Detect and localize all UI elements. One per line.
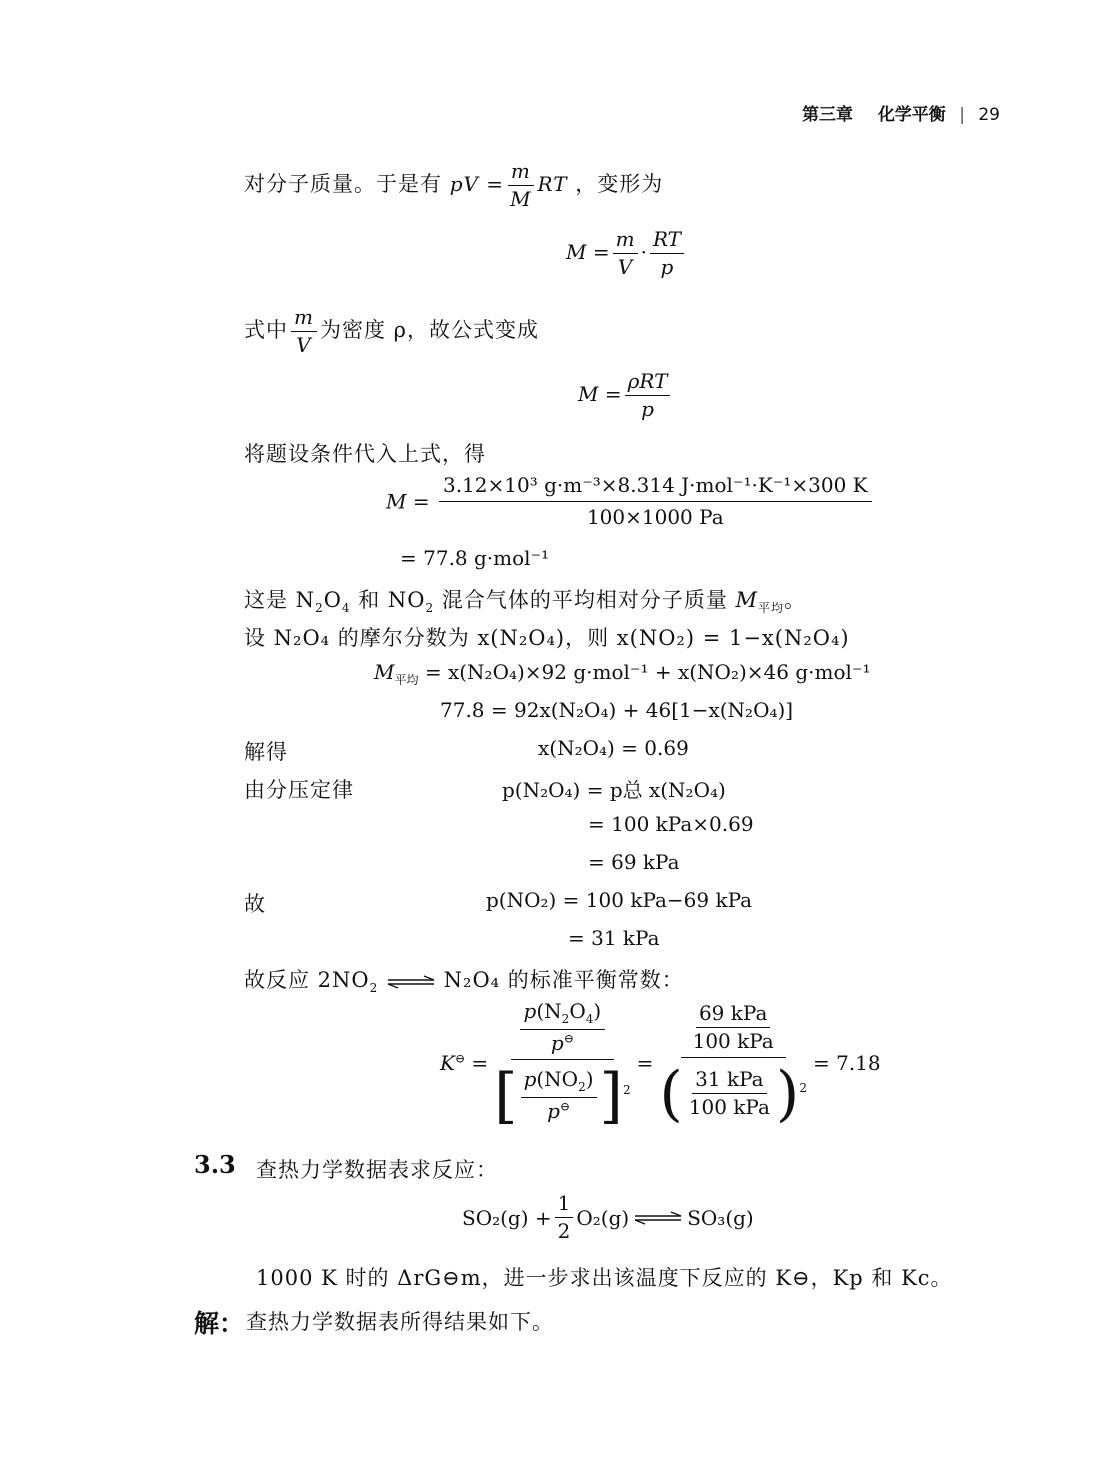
text-segment: 故反应 2NO (244, 968, 370, 992)
text-segment: ，变形为 (575, 172, 664, 196)
chapter-label: 第三章 (802, 105, 853, 125)
reaction-o2: O₂(g) (576, 1205, 630, 1230)
m-denominator: 100×1000 Pa (586, 505, 724, 529)
equation-molar-mass-2: M = $\frac{\text{ρRT}}{p}$ (578, 370, 673, 421)
text-line-5: 将题设条件代入上式，得 (244, 442, 486, 466)
text-segment: 为密度 ρ，故公式变成 (319, 318, 539, 342)
equation-77-8-expanded: 77.8 = 92x(N₂O₄) + 46[1−x(N₂O₄)] (440, 698, 794, 722)
text-line-8: 设 N₂O₄ 的摩尔分数为 x(N₂O₄)，则 x(NO₂) = 1−x(N₂O₄) (244, 626, 850, 650)
k-big-fraction: $\frac{p(N_2O_4)}{p^⊖}$ [ $\frac{p(NO_2)}{p^⊖}$ ]$^2$ (494, 999, 631, 1131)
equilibrium-arrow-icon (386, 975, 436, 989)
text-segment: 和 NO (350, 588, 426, 612)
reaction-right: SO₃(g) (687, 1205, 754, 1230)
reaction-equation: SO₂(g) + $\frac{1}{2}$ O₂(g) SO₃(g) (462, 1191, 754, 1243)
text-gu: 故 (244, 892, 266, 916)
equation-step-2: = 69 kPa (588, 850, 680, 874)
equation-partial-pressure-no2: p(NO₂) = 100 kPa−69 kPa (486, 888, 753, 912)
k-symbol: K⊖ = (440, 1050, 489, 1075)
m-numerator: 3.12×10³ g·m⁻³×8.314 J·mol⁻¹·K⁻¹×300 K (439, 474, 872, 502)
equation-partial-pressure-n2o4: p(N₂O₄) = p总 x(N₂O₄) (502, 778, 726, 802)
text-jiede: 解得 (244, 740, 288, 764)
text-segment: 混合气体的平均相对分子质量 (434, 588, 736, 612)
equation-step-1: = 100 kPa×0.69 (588, 812, 754, 836)
problem-text: 查热力学数据表求反应： (256, 1158, 498, 1182)
text-line-3 (244, 306, 539, 357)
solution-label: 解： (194, 1309, 245, 1338)
text-segment: 这是 N (244, 588, 316, 612)
k-denominator-bottom: 100 kPa (688, 1095, 770, 1120)
k-numeric-fraction: $\frac{\text{69 kPa}}{\text{100 kPa}}$ ( $\frac{\text{31 kPa}}{\text{100 kPa}}$ )$^2$ (659, 1000, 807, 1129)
equation-text: = x(N₂O₄)×92 g·mol⁻¹ + x(NO₂)×46 g·mol⁻¹ (424, 660, 871, 684)
chapter-title: 化学平衡 (877, 105, 946, 125)
equation-molar-mass-1: M = $\frac{m}{V}$ · $\frac{RT}{p}$ (566, 228, 687, 279)
text-youfenya: 由分压定律 (244, 778, 354, 802)
text-reaction-line: 故反应 $2NO_2$ N₂O₄ 的标准平衡常数： (244, 968, 684, 996)
header-separator: | (959, 105, 965, 125)
ideal-gas-equation: pV = $\frac{m}{M}$ RT (449, 159, 568, 211)
text-line-1 (244, 160, 663, 211)
k-denominator-top: 31 kPa (692, 1068, 766, 1094)
k-numerator-bottom: 100 kPa (692, 1028, 774, 1053)
equation-mole-fraction: x(N₂O₄) = 0.69 (538, 736, 689, 760)
density-fraction: $\frac{m}{V}$ (291, 306, 317, 357)
text-segment: N₂O₄ 的标准平衡常数： (443, 968, 684, 992)
running-header (802, 100, 1000, 125)
equation-equilibrium-constant: K⊖ = $\frac{p(N_2O_4)}{p^⊖}$ [ $\frac{p(NO_2)}{p^⊖}$ ]$^2$ = $\frac{\text{69 kPa}}{\text{100 kPa}}$ ( $\frac{\text{31 kPa}}{\text{100 kPa}}$ )$^2$ = 7.18 (440, 999, 881, 1131)
problem-question: 1000 K 时的 ΔrG⊖m，进一步求出该温度下反应的 K⊖，Kp 和 Kc。 (256, 1266, 953, 1290)
equation-result-77-8: = 77.8 g·mol⁻¹ (400, 546, 550, 570)
equation-step-3: = 31 kPa (568, 926, 660, 950)
equilibrium-arrow-icon (633, 1211, 683, 1225)
reaction-left: SO₂(g) + (462, 1205, 552, 1230)
equation-m-substitution: M = $\frac{\text{3.12×10³ g·m⁻³×8.314 J·mol⁻¹·K⁻¹×300 K}}{100\times 1000 Pa}$ (386, 474, 875, 529)
text-segment: 对分子质量。于是有 (244, 172, 450, 196)
problem-number: 3.3 (194, 1150, 236, 1179)
page-number: 29 (978, 105, 1000, 125)
solution-text: 查热力学数据表所得结果如下。 (246, 1310, 554, 1334)
text-segment: 式中 (244, 318, 288, 342)
text-line-7: 这是 $N_2O_4$ 和 $NO_2$ 混合气体的平均相对分子质量 $M_{平均}$。 (244, 588, 807, 616)
k-numerator-top: 69 kPa (696, 1002, 770, 1028)
equation-m-average: $M_{平均} = x(N_2O_4)\times 92$ g·mol⁻¹ + x(NO₂)×46 g·mol⁻¹ (374, 660, 871, 687)
text-segment: O (323, 588, 342, 612)
k-value: = 7.18 (812, 1050, 881, 1075)
